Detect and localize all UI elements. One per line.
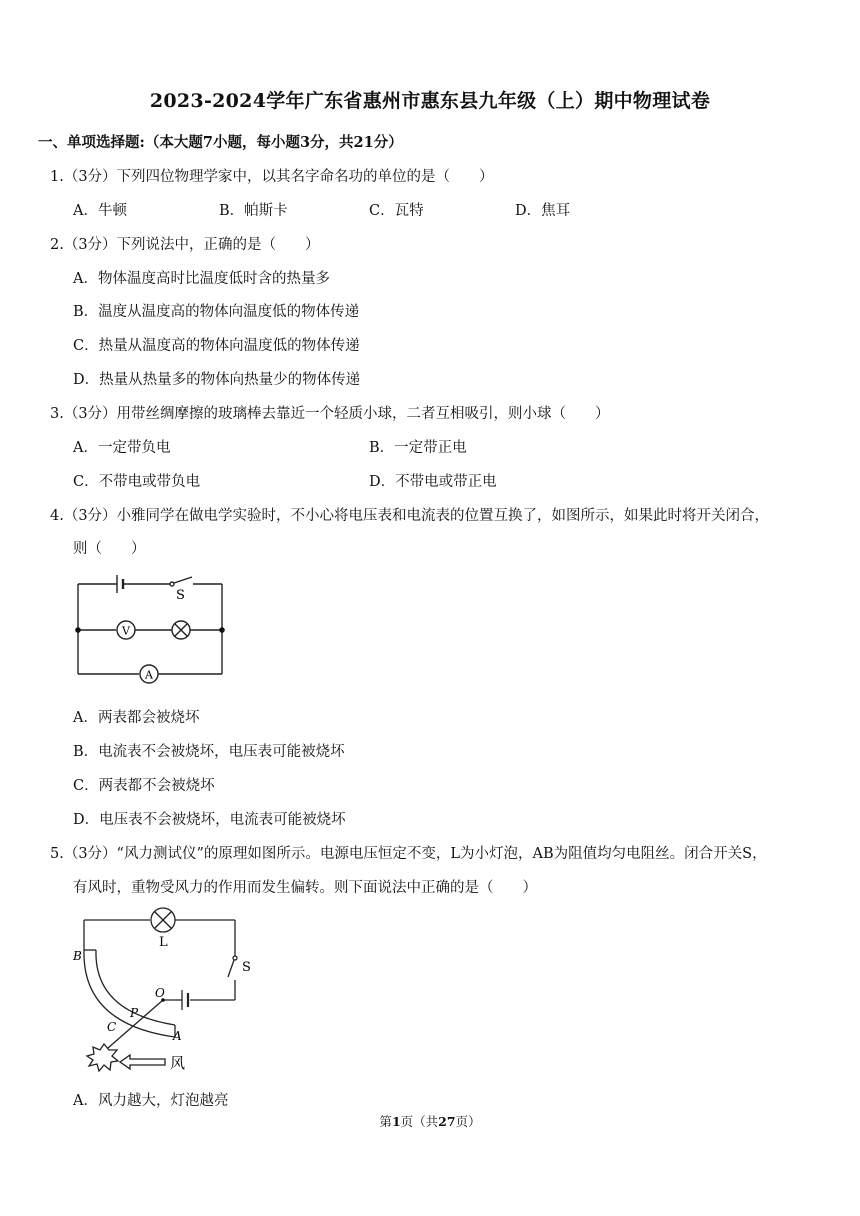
footer-total-pages: 27 <box>438 1114 456 1129</box>
q5-wind-tester-diagram <box>60 900 260 1080</box>
voltmeter-label: V <box>122 624 130 638</box>
q3-option-a: A．一定带负电 <box>73 440 171 456</box>
label-p: P <box>130 1006 139 1020</box>
junction-left <box>75 627 81 633</box>
section-heading: 一、单项选择题:（本大题7小题，每小题3分，共21分） <box>38 134 403 151</box>
page-footer: 第1页（共27页） <box>379 1114 481 1129</box>
q3-option-c: C．不带电或带负电 <box>73 474 201 490</box>
label-l: L <box>159 935 168 950</box>
page-title: 2023-2024学年广东省惠州市惠东县九年级（上）期中物理试卷 <box>149 90 711 112</box>
label-b: B <box>73 949 82 963</box>
question-4-stem-line1: 4.（3分）小雅同学在做电学实验时，不小心将电压表和电流表的位置互换了，如图所示，如果此时将开关闭合， <box>50 508 770 524</box>
q1-option-c: C．瓦特 <box>369 203 424 219</box>
label-s: S <box>242 960 251 975</box>
question-3-stem: 3.（3分）用带丝绸摩擦的玻璃棒去靠近一个轻质小球，二者互相吸引，则小球（ ） <box>50 406 610 422</box>
weight-burst <box>87 1044 118 1071</box>
q4-option-b: B．电流表不会被烧坏，电压表可能被烧坏 <box>73 744 345 760</box>
question-2-stem: 2.（3分）下列说法中，正确的是（ ） <box>50 237 320 253</box>
q2-option-a: A．物体温度高时比温度低时含的热量多 <box>73 271 330 287</box>
q1-option-a: A．牛顿 <box>73 203 127 219</box>
switch-label: S <box>176 588 185 603</box>
question-1-stem: 1.（3分）下列四位物理学家中，以其名字命名功的单位的是（ ） <box>50 169 494 185</box>
q4-option-a: A．两表都会被烧坏 <box>73 710 200 726</box>
ammeter-label: A <box>145 668 153 682</box>
wind-arrow <box>120 1055 165 1069</box>
label-c: C <box>107 1020 117 1034</box>
q2-option-c: C．热量从温度高的物体向温度低的物体传递 <box>73 338 360 354</box>
q4-circuit-diagram <box>60 570 240 690</box>
label-wind: 风 <box>170 1054 186 1072</box>
question-5-stem-line2: 有风时，重物受风力的作用而发生偏转。则下面说法中正确的是（ ） <box>73 880 537 896</box>
label-a: A <box>173 1029 182 1043</box>
q3-option-b: B．一定带正电 <box>369 440 467 456</box>
q5-option-a: A．风力越大，灯泡越亮 <box>73 1093 229 1109</box>
q2-option-b: B．温度从温度高的物体向温度低的物体传递 <box>73 304 360 320</box>
junction-right <box>219 627 225 633</box>
question-4-stem-line2: 则（ ） <box>73 541 146 557</box>
q1-option-b: B．帕斯卡 <box>219 203 288 219</box>
switch-blade <box>174 577 192 583</box>
q2-option-d: D．热量从热量多的物体向热量少的物体传递 <box>73 372 361 388</box>
label-o: O <box>155 986 165 1000</box>
q4-option-d: D．电压表不会被烧坏，电流表可能被烧坏 <box>73 812 346 828</box>
q3-option-d: D．不带电或带正电 <box>369 474 497 490</box>
question-5-stem-line1: 5.（3分）“风力测试仪”的原理如图所示。电源电压恒定不变，L为小灯泡，AB为阻值均匀电阻丝。闭合开关S， <box>50 846 767 862</box>
q4-option-c: C．两表都不会被烧坏 <box>73 778 215 794</box>
q1-option-d: D．焦耳 <box>515 203 571 219</box>
switch-s-blade <box>228 960 234 977</box>
footer-page-number: 1 <box>391 1114 401 1129</box>
